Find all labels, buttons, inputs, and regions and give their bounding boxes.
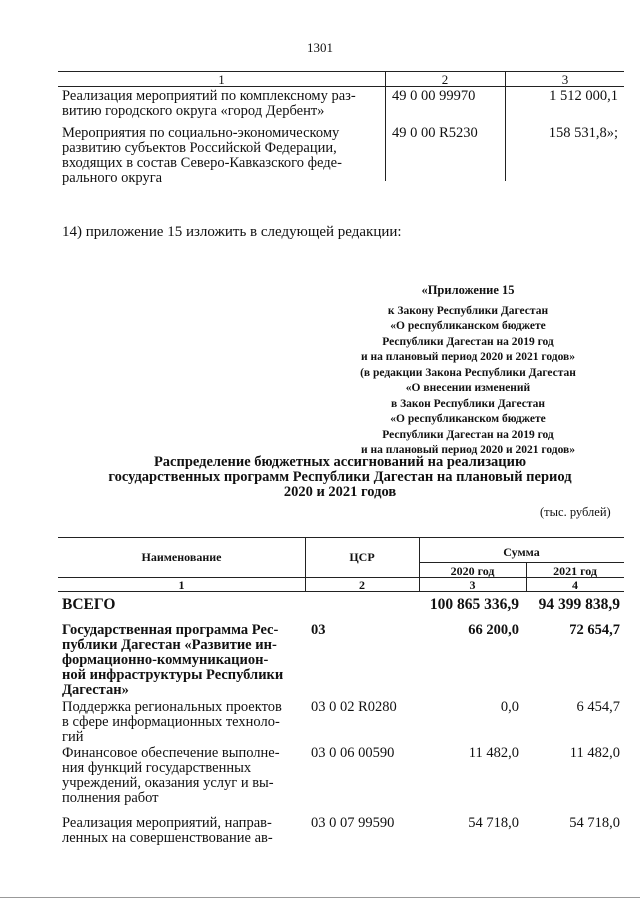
main-table-sum-subrule — [419, 562, 624, 563]
col-number-4: 4 — [572, 578, 578, 592]
appendix-line-6: «О внесении изменений — [405, 382, 531, 394]
distribution-title — [60, 455, 620, 500]
row-program-name-line-3: формационно-коммуникацион- — [62, 652, 269, 668]
row-financial-support-line-1: Финансовое обеспечение выполне- — [62, 745, 280, 761]
row-program-name-line-4: ной инфраструктуры Республики — [62, 667, 284, 683]
header-sum: Сумма — [503, 545, 540, 559]
cont-row-1-value: 1 512 000,1 — [549, 88, 618, 104]
header-year-2021: 2021 год — [553, 564, 597, 578]
cont-row-2-name-line-4: рального округа — [62, 170, 163, 186]
col-number-3: 3 — [469, 578, 476, 592]
appendix-line-3: Республики Дагестан на 2019 год — [382, 335, 554, 348]
instruction-text: 14) приложение 15 изложить в следующей редакции: — [62, 224, 402, 240]
appendix-line-2: «О республиканском бюджете — [390, 320, 546, 332]
distribution-title-line-3: 2020 и 2021 годов — [283, 484, 397, 500]
appendix-line-7: в Закон Республики Дагестан — [391, 397, 545, 410]
cont-row-1-name-line-2: витию городского округа «город Дербент» — [62, 103, 325, 119]
appendix-line-10: и на плановый период 2020 и 2021 годов» — [360, 444, 576, 456]
row-financial-support-line-4: полнения работ — [62, 790, 159, 806]
row-total-2021: 94 399 838,9 — [538, 596, 620, 613]
appendix-line-5: (в редакции Закона Республики Дагестан — [360, 366, 576, 379]
appendix-line-8: «О республиканском бюджете — [390, 413, 546, 425]
cont-table-col-number-1: 1 — [218, 72, 225, 87]
row-regional-projects-line-1: Поддержка региональных проектов — [62, 699, 282, 715]
col-number-1: 1 — [178, 578, 185, 592]
cont-row-2-code: 49 0 00 R5230 — [392, 125, 478, 141]
row-regional-projects-line-3: гий — [62, 729, 84, 745]
row-program-2021: 72 654,7 — [569, 622, 620, 638]
row-implementation-2021: 54 718,0 — [569, 815, 620, 831]
appendix-line-4: и на плановый период 2020 и 2021 годов» — [360, 351, 576, 363]
header-name: Наименование — [141, 550, 222, 564]
row-regional-projects-line-2: в сфере информационных техноло- — [62, 714, 280, 730]
row-financial-support-name — [62, 746, 302, 806]
row-implementation-code: 03 0 07 99590 — [311, 815, 395, 831]
row-program-name-line-1: Государственная программа Рес- — [62, 622, 279, 638]
row-total-2020: 100 865 336,9 — [429, 596, 519, 613]
cont-table-col-number-2: 2 — [441, 72, 449, 87]
cont-row-2-name-line-1: Мероприятия по социально-экономическому — [62, 125, 340, 141]
appendix-line-9: Республики Дагестан на 2019 год — [382, 428, 554, 441]
appendix-title: «Приложение 15 — [421, 283, 515, 297]
cont-row-2-name-line-2: развитию субъектов Российской Федерации, — [62, 140, 337, 156]
cont-row-2-value: 158 531,8»; — [548, 125, 618, 141]
header-csr: ЦСР — [349, 550, 375, 564]
row-financial-support-2020: 11 482,0 — [468, 745, 519, 761]
row-implementation-line-2: ленных на совершенствование ав- — [62, 830, 273, 846]
row-total-name: ВСЕГО — [62, 596, 116, 613]
distribution-title-line-2: государственных программ Республики Дагестан на плановый период — [108, 469, 572, 485]
row-implementation-line-1: Реализация мероприятий, направ- — [62, 815, 272, 831]
row-financial-support-2021: 11 482,0 — [569, 745, 620, 761]
distribution-title-line-1: Распределение бюджетных ассигнований на реализацию — [153, 454, 527, 470]
row-implementation-name — [62, 816, 302, 846]
row-financial-support-line-2: ния функций государственных — [62, 760, 252, 776]
cont-row-1-name-line-1: Реализация мероприятий по комплексному раз- — [62, 88, 356, 104]
row-implementation-2020: 54 718,0 — [468, 815, 519, 831]
cont-row-1-name — [62, 89, 382, 119]
row-program-code: 03 — [311, 622, 326, 638]
row-program-2020: 66 200,0 — [468, 622, 519, 638]
row-regional-projects-2020: 0,0 — [500, 699, 519, 715]
col-number-2: 2 — [359, 578, 365, 592]
row-program-name — [62, 623, 302, 698]
row-regional-projects-2021: 6 454,7 — [576, 699, 620, 715]
units-label: (тыс. рублей) — [540, 505, 611, 519]
cont-row-2-name-line-3: входящих в состав Северо-Кавказского феде- — [62, 155, 342, 171]
header-year-2020: 2020 год — [450, 564, 495, 578]
appendix-header — [318, 283, 618, 459]
page-bottom-rule — [0, 897, 640, 898]
row-program-name-line-2: публики Дагестан «Развитие ин- — [62, 637, 277, 653]
cont-row-1-code: 49 0 00 99970 — [392, 88, 476, 104]
appendix-line-1: к Закону Республики Дагестан — [387, 304, 549, 317]
cont-table-col-number-3: 3 — [561, 72, 569, 87]
main-table-top-rule — [58, 537, 624, 538]
row-regional-projects-code: 03 0 02 R0280 — [311, 699, 397, 715]
row-financial-support-line-3: учреждений, оказания услуг и вы- — [62, 775, 274, 791]
page-number: 1301 — [307, 40, 333, 55]
row-program-name-line-5: Дагестан» — [62, 682, 129, 698]
row-financial-support-code: 03 0 06 00590 — [311, 745, 395, 761]
cont-row-2-name — [62, 126, 382, 186]
row-regional-projects-name — [62, 700, 302, 745]
